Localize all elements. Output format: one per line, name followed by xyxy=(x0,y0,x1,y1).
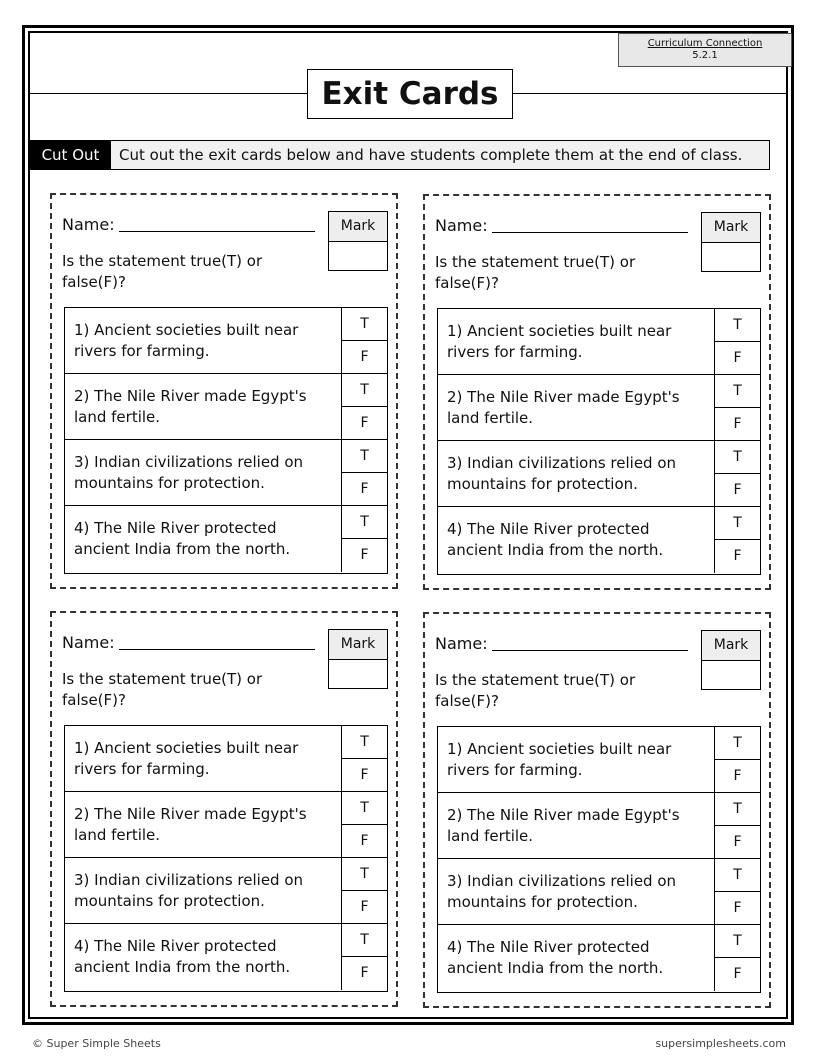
true-option-cell[interactable]: T xyxy=(714,859,760,892)
name-label: Name: xyxy=(435,216,488,235)
card-instruction: Is the statement true(T) or false(F)? xyxy=(435,253,636,292)
question-row xyxy=(438,309,760,375)
false-option-cell[interactable]: F xyxy=(341,473,387,506)
true-option-cell[interactable]: T xyxy=(714,507,760,540)
true-option-cell[interactable]: T xyxy=(714,309,760,342)
question-text: 1) Ancient societies built near rivers for farming. xyxy=(74,739,299,778)
false-option-cell[interactable]: F xyxy=(714,760,760,793)
name-field xyxy=(435,216,688,235)
question-text: 1) Ancient societies built near rivers for farming. xyxy=(74,321,299,360)
exit-card-1 xyxy=(50,193,398,589)
false-option-cell[interactable]: F xyxy=(714,892,760,925)
question-row xyxy=(65,308,387,374)
cut-out-tab: Cut Out xyxy=(30,140,111,170)
question-text: 4) The Nile River protected ancient India from the north. xyxy=(74,937,291,976)
question-row xyxy=(65,440,387,506)
mark-input-cell[interactable] xyxy=(329,242,387,271)
mark-label: Mark xyxy=(702,213,760,243)
curriculum-connection-code: 5.2.1 xyxy=(692,50,718,61)
question-row xyxy=(438,375,760,441)
question-row xyxy=(438,793,760,859)
exit-card-2 xyxy=(423,194,771,590)
question-text: 4) The Nile River protected ancient India from the north. xyxy=(447,520,664,559)
true-option-cell[interactable]: T xyxy=(714,441,760,474)
true-option-cell[interactable]: T xyxy=(341,440,387,473)
footer-website: supersimplesheets.com xyxy=(655,1037,786,1050)
question-text: 2) The Nile River made Egypt's land fertile. xyxy=(74,387,307,426)
name-label: Name: xyxy=(62,633,115,652)
false-option-cell[interactable]: F xyxy=(341,957,387,990)
false-option-cell[interactable]: F xyxy=(341,759,387,792)
name-field xyxy=(62,215,315,234)
question-table xyxy=(64,307,388,574)
question-row xyxy=(65,506,387,572)
question-text: 1) Ancient societies built near rivers for farming. xyxy=(447,322,672,361)
mark-input-cell[interactable] xyxy=(702,243,760,272)
mark-input-cell[interactable] xyxy=(702,661,760,690)
true-option-cell[interactable]: T xyxy=(714,925,760,958)
card-instruction: Is the statement true(T) or false(F)? xyxy=(435,671,636,710)
true-option-cell[interactable]: T xyxy=(341,726,387,759)
false-option-cell[interactable]: F xyxy=(341,539,387,572)
true-option-cell[interactable]: T xyxy=(714,793,760,826)
card-instruction: Is the statement true(T) or false(F)? xyxy=(62,670,263,709)
name-field xyxy=(435,634,688,653)
false-option-cell[interactable]: F xyxy=(714,540,760,573)
false-option-cell[interactable]: F xyxy=(714,826,760,859)
name-label: Name: xyxy=(435,634,488,653)
question-table xyxy=(64,725,388,992)
question-text: 2) The Nile River made Egypt's land fertile. xyxy=(447,806,680,845)
false-option-cell[interactable]: F xyxy=(714,408,760,441)
name-blank-line[interactable] xyxy=(119,217,315,232)
question-table xyxy=(437,726,761,993)
question-text: 2) The Nile River made Egypt's land fertile. xyxy=(74,805,307,844)
page-title: Exit Cards xyxy=(307,69,513,119)
exit-card-4 xyxy=(423,612,771,1008)
question-row xyxy=(65,374,387,440)
mark-input-cell[interactable] xyxy=(329,660,387,689)
false-option-cell[interactable]: F xyxy=(714,474,760,507)
false-option-cell[interactable]: F xyxy=(341,341,387,374)
question-row xyxy=(438,441,760,507)
mark-box xyxy=(328,211,388,271)
question-row xyxy=(438,859,760,925)
question-text: 1) Ancient societies built near rivers for farming. xyxy=(447,740,672,779)
name-field xyxy=(62,633,315,652)
question-table xyxy=(437,308,761,575)
mark-label: Mark xyxy=(329,630,387,660)
mark-box xyxy=(328,629,388,689)
question-text: 3) Indian civilizations relied on mountains for protection. xyxy=(447,872,677,911)
mark-label: Mark xyxy=(329,212,387,242)
mark-box xyxy=(701,630,761,690)
curriculum-connection-label: Curriculum Connection xyxy=(647,38,763,49)
true-option-cell[interactable]: T xyxy=(341,792,387,825)
footer-copyright: © Super Simple Sheets xyxy=(32,1037,161,1050)
false-option-cell[interactable]: F xyxy=(341,407,387,440)
question-row xyxy=(65,858,387,924)
mark-label: Mark xyxy=(702,631,760,661)
question-text: 4) The Nile River protected ancient India from the north. xyxy=(447,938,664,977)
cut-out-instructions: Cut out the exit cards below and have students complete them at the end of class. xyxy=(111,140,770,170)
true-option-cell[interactable]: T xyxy=(714,727,760,760)
question-text: 3) Indian civilizations relied on mountains for protection. xyxy=(447,454,677,493)
name-blank-line[interactable] xyxy=(119,635,315,650)
mark-box xyxy=(701,212,761,272)
name-blank-line[interactable] xyxy=(492,636,688,651)
question-row xyxy=(65,792,387,858)
question-row xyxy=(438,727,760,793)
true-option-cell[interactable]: T xyxy=(341,506,387,539)
true-option-cell[interactable]: T xyxy=(341,858,387,891)
false-option-cell[interactable]: F xyxy=(714,342,760,375)
question-text: 2) The Nile River made Egypt's land fertile. xyxy=(447,388,680,427)
question-text: 4) The Nile River protected ancient India from the north. xyxy=(74,519,291,558)
name-blank-line[interactable] xyxy=(492,218,688,233)
exit-card-3 xyxy=(50,611,398,1007)
true-option-cell[interactable]: T xyxy=(341,374,387,407)
false-option-cell[interactable]: F xyxy=(341,891,387,924)
card-instruction: Is the statement true(T) or false(F)? xyxy=(62,252,263,291)
question-text: 3) Indian civilizations relied on mountains for protection. xyxy=(74,871,304,910)
false-option-cell[interactable]: F xyxy=(341,825,387,858)
false-option-cell[interactable]: F xyxy=(714,958,760,991)
true-option-cell[interactable]: T xyxy=(714,375,760,408)
name-label: Name: xyxy=(62,215,115,234)
true-option-cell[interactable]: T xyxy=(341,924,387,957)
question-row xyxy=(438,925,760,991)
true-option-cell[interactable]: T xyxy=(341,308,387,341)
curriculum-connection-box xyxy=(618,33,792,67)
question-text: 3) Indian civilizations relied on mountains for protection. xyxy=(74,453,304,492)
question-row xyxy=(65,726,387,792)
question-row xyxy=(65,924,387,990)
question-row xyxy=(438,507,760,573)
